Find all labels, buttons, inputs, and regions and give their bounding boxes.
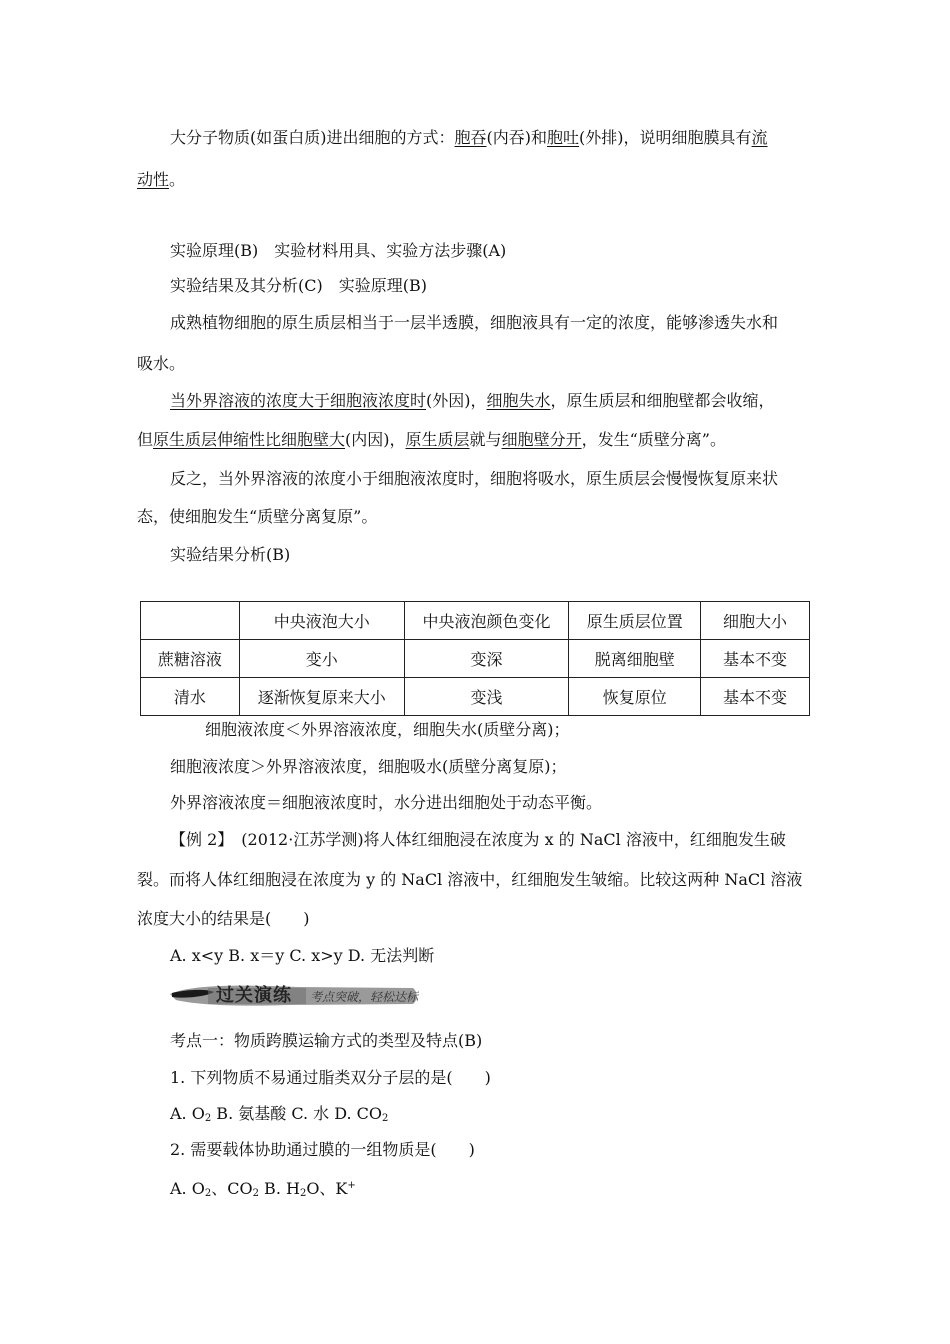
section-heading-analysis: 实验结果分析(B) xyxy=(170,545,291,564)
table-header-cell: 中央液泡大小 xyxy=(239,602,404,640)
term-endocytosis: 胞吞 xyxy=(454,128,487,147)
table-row xyxy=(141,640,810,678)
term-cell-wall-separation: 细胞壁分开 xyxy=(501,430,582,449)
paragraph-plasmolysis xyxy=(170,391,775,411)
table-header-cell xyxy=(141,602,240,640)
text: B. 氨基酸 C. 水 D. CO xyxy=(211,1104,383,1123)
paragraph-deplasmolysis: 反之，当外界溶液的浓度小于细胞液浓度时，细胞将吸水，原生质层会慢慢恢复原来状 xyxy=(170,469,779,488)
table-cell: 清水 xyxy=(141,678,240,716)
table-header-row xyxy=(141,602,810,640)
example-2-options: A. x<y B. x＝y C. x>y D. 无法判断 xyxy=(170,946,435,965)
table-cell: 逐渐恢复原来大小 xyxy=(239,678,404,716)
term-external-concentration: 当外界溶液的浓度大于细胞液浓度时 xyxy=(170,391,427,410)
table-cell: 恢复原位 xyxy=(569,678,701,716)
table-cell: 脱离细胞壁 xyxy=(569,640,701,678)
subscript: 2 xyxy=(204,1113,212,1124)
text: A. O xyxy=(170,1179,205,1198)
table-row xyxy=(141,678,810,716)
conclusion-2: 细胞液浓度＞外界溶液浓度，细胞吸水(质壁分离复原)； xyxy=(170,757,567,776)
text: ，发生“质壁分离”。 xyxy=(581,430,726,449)
term-exocytosis: 胞吐 xyxy=(547,128,580,147)
term-protoplast-layer: 原生质层 xyxy=(405,430,470,449)
table-cell: 变浅 xyxy=(404,678,569,716)
text: A. O xyxy=(170,1104,205,1123)
subscript: 2 xyxy=(252,1188,259,1199)
text: ，原生质层和细胞壁都会收缩， xyxy=(550,391,775,410)
text: (外 xyxy=(579,128,602,147)
table-header-cell: 原生质层位置 xyxy=(569,602,701,640)
text: 但 xyxy=(137,430,154,449)
table-cell: 基本不变 xyxy=(701,640,810,678)
text: O、K xyxy=(306,1179,348,1198)
term-protoplast-elasticity: 原生质层伸缩性比细胞壁大 xyxy=(153,430,346,449)
paragraph-principle-cont: 吸水。 xyxy=(137,354,186,373)
subscript: 2 xyxy=(204,1188,212,1199)
section-heading-principle: 实验原理(B) 实验材料用具、实验方法步骤(A) xyxy=(170,241,507,260)
banner-subtitle: 考点突破，轻松达标 xyxy=(310,990,419,1004)
example-2-text-cont: 裂。而将人体红细胞浸在浓度为 y 的 NaCl 溶液中，红细胞发生皱缩。比较这两种 NaCl 溶液 xyxy=(137,870,803,889)
conclusion-3: 外界溶液浓度＝细胞液浓度时，水分进出细胞处于动态平衡。 xyxy=(170,793,603,812)
text: (内因)， xyxy=(345,430,406,449)
table-cell: 基本不变 xyxy=(701,678,810,716)
paragraph-principle: 成熟植物细胞的原生质层相当于一层半透膜，细胞液具有一定的浓度，能够渗透失水和 xyxy=(170,313,779,332)
table-cell: 变深 xyxy=(404,640,569,678)
section-heading-results: 实验结果及其分析(C) 实验原理(B) xyxy=(170,276,427,295)
question-1-stem: 1. 下列物质不易通过脂类双分子层的是( ) xyxy=(170,1068,491,1087)
banner-title: 过关演练 xyxy=(216,985,292,1006)
question-2-stem: 2. 需要载体协助通过膜的一组物质是( ) xyxy=(170,1140,475,1159)
question-1-options xyxy=(170,1104,388,1129)
text: 、CO xyxy=(211,1179,253,1198)
text: 排)，说明细胞膜具有 xyxy=(601,128,752,147)
example-2-text: 【例 2】 (2012·江苏学测)将人体红细胞浸在浓度为 x 的 NaCl 溶液中，红细胞发生破 xyxy=(170,830,786,849)
subscript: 2 xyxy=(382,1113,389,1124)
paragraph-deplasmolysis-cont: 态，使细胞发生“质壁分离复原”。 xyxy=(137,507,378,526)
text: 。 xyxy=(169,170,186,189)
text: (内吞)和 xyxy=(486,128,548,147)
table-cell: 变小 xyxy=(239,640,404,678)
conclusion-1: 细胞液浓度＜外界溶液浓度，细胞失水(质壁分离)； xyxy=(205,720,570,739)
table-header-cell: 细胞大小 xyxy=(701,602,810,640)
term-fluidity-part1: 流 xyxy=(751,128,768,147)
term-fluidity-part2: 动性 xyxy=(137,170,170,189)
text: 就与 xyxy=(469,430,502,449)
text: (外因)， xyxy=(426,391,487,410)
superscript: + xyxy=(347,1180,356,1191)
table-cell: 蔗糖溶液 xyxy=(141,640,240,678)
term-cell-water-loss: 细胞失水 xyxy=(486,391,551,410)
text: 大分子物质(如蛋白质)进出细胞的方式： xyxy=(170,128,455,147)
paragraph-macromolecule xyxy=(170,128,768,148)
question-2-options xyxy=(170,1176,356,1204)
table-header-cell: 中央液泡颜色变化 xyxy=(404,602,569,640)
text: B. H xyxy=(258,1179,300,1198)
section-banner xyxy=(168,980,428,1010)
example-2-question: 浓度大小的结果是( ) xyxy=(137,909,310,928)
subscript: 2 xyxy=(299,1188,307,1199)
results-table xyxy=(140,601,810,716)
knowledge-point-1: 考点一：物质跨膜运输方式的类型及特点(B) xyxy=(170,1031,483,1050)
paragraph-plasmolysis-cont xyxy=(137,430,726,450)
paragraph-macromolecule-cont xyxy=(137,170,185,190)
